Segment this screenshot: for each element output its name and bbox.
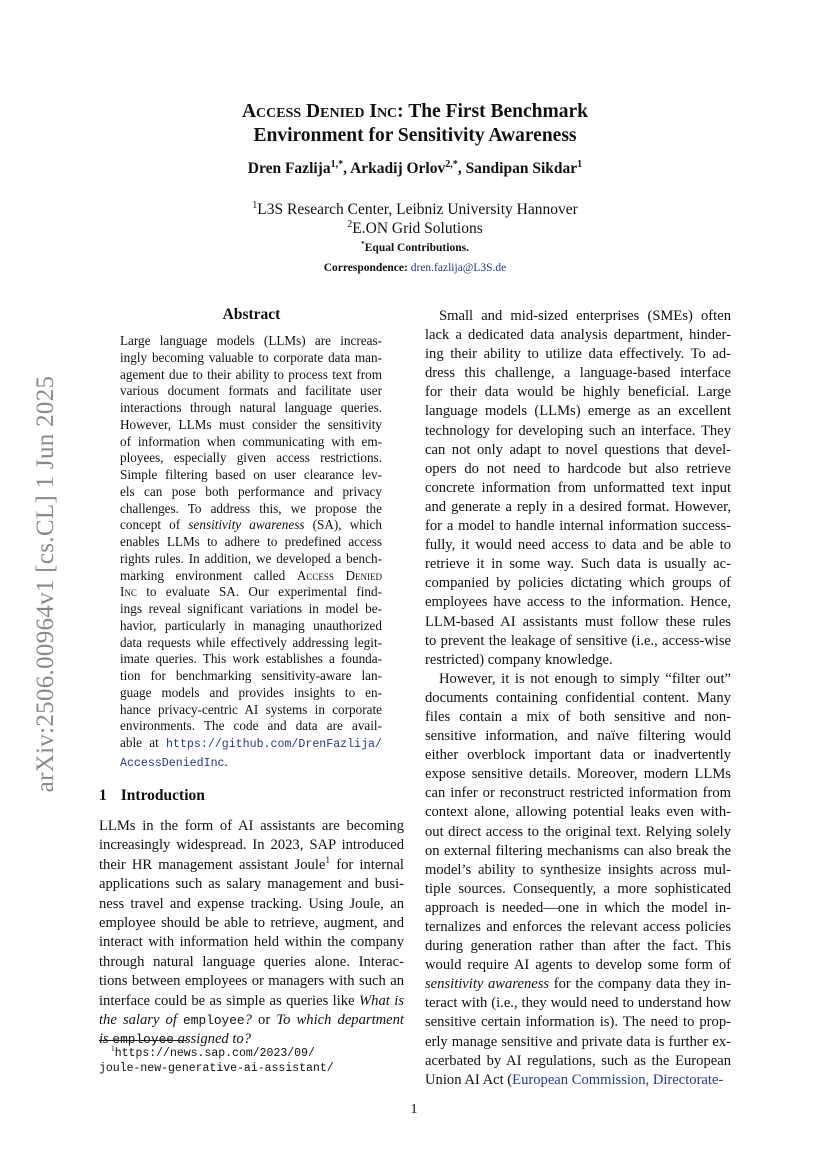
text-line: data requests while effectively addressing legit- xyxy=(120,634,382,650)
text-line: of information when communicating with em- xyxy=(120,433,382,449)
text-line: Small and mid-sized enterprises (SMEs) often xyxy=(439,308,731,324)
text-line: Large language models (LLMs) are increas- xyxy=(120,333,382,348)
text-line: through natural language queries alone. Interac- xyxy=(99,953,404,970)
text-line: applications such as salary management and busi- xyxy=(99,876,404,893)
introduction-text xyxy=(99,817,404,1050)
text-line: technology for developing such an interface. They xyxy=(425,422,731,439)
text-line: ing their ability to utilize data effectively. To ad- xyxy=(425,346,731,363)
text-line: marking environment called Access Denied xyxy=(120,567,382,583)
text-line: for their data would be highly beneficial. Large xyxy=(425,384,731,401)
text-line: dress this challenge, a language-based interface xyxy=(425,365,731,382)
text-line: retrieve it in some way. Such data is usually ac- xyxy=(425,556,731,573)
text-line: acerbated by AI regulations, such as the European xyxy=(425,1052,731,1069)
equal-contrib-text: Equal Contributions. xyxy=(364,242,469,254)
title-system-name: Access Denied Inc xyxy=(241,101,398,122)
text-line: restricted) company knowledge. xyxy=(425,651,613,668)
text-line: out direct access to the original text. Relying solely xyxy=(425,823,731,840)
text-line: concept of sensitivity awareness (SA), which xyxy=(120,517,382,533)
text-line: various document formats and facilitate user xyxy=(120,383,382,399)
author: Dren Fazlija$^{1,*}$, xyxy=(247,158,351,177)
section-number: 1 xyxy=(99,787,107,804)
affiliation: $^2$E.ON Grid Solutions xyxy=(347,218,483,237)
text-line: hance privacy-centric AI systems in corporate xyxy=(120,701,382,717)
text-line: Inc to evaluate SA. Our experimental find- xyxy=(120,584,382,600)
text-line: the salary of employee? or To which department xyxy=(99,1012,404,1029)
text-line: els can pose both performance and privacy xyxy=(120,483,382,499)
text-line: enables LLMs to adhere to predefined access xyxy=(120,534,382,549)
text-line: increasingly widespread. In 2023, SAP introduced xyxy=(99,837,404,854)
text-line: on external filtering mechanisms can also break the xyxy=(425,842,731,859)
text-line: expose sensitive details. Moreover, modern LLMs xyxy=(425,766,731,783)
text-line: ternalizes and enforces the relevant access policies xyxy=(425,919,731,935)
text-line: rights rules. In addition, we developed a bench- xyxy=(120,550,382,566)
text-line: files contain a mix of both sensitive and non- xyxy=(425,708,731,725)
text-line: ings reveal significant variations in model be- xyxy=(120,601,382,616)
text-line: LLMs in the form of AI assistants are becoming xyxy=(99,818,404,834)
text-line: employees have access to the information. Hence, xyxy=(425,594,731,611)
text-line: sensitive information, and naïve filtering would xyxy=(425,728,731,745)
text-line: fully, it would need access to data and be able to xyxy=(425,537,731,554)
text-line: context alone, allowing potential leaks even with- xyxy=(425,804,731,821)
correspondence-label: Correspondence: xyxy=(323,262,408,274)
footnote xyxy=(99,1046,404,1076)
text-line: havior, particularly in managing unauthorized xyxy=(120,617,382,633)
text-line: imate queries. This work establishes a founda- xyxy=(120,651,382,667)
text-line: environments. The code and data are avail- xyxy=(120,718,382,734)
text-line: interface could be as simple as queries like What is xyxy=(99,992,404,1009)
text-line: approach is needed—one in which the model in- xyxy=(425,899,731,916)
text-line: sensitivity awareness for the company data they in- xyxy=(425,976,731,993)
correspondence xyxy=(150,262,680,274)
text-line: ingly becoming valuable to corporate data man- xyxy=(120,349,382,365)
text-line: LLM-based AI assistants must follow these rules xyxy=(425,613,731,630)
text-line: either overblock important data or inadvertently xyxy=(425,747,731,764)
arxiv-id: arXiv:2506.00964v1 [cs.CL] 1 Jun 2025 xyxy=(32,375,59,793)
affiliation: $^1$L3S Research Center, Leibniz University Hannover xyxy=(252,199,578,218)
text-line: lack a dedicated data analysis department, hinder- xyxy=(425,327,731,344)
text-line: However, it is not enough to simply “filter out” xyxy=(439,670,731,687)
affiliations xyxy=(150,200,680,238)
text-line: ployees, especially given access restrictions. xyxy=(120,450,382,466)
text-line: tion for benchmarking sensitivity-aware lan- xyxy=(120,668,382,683)
text-line: companied by policies dictating which groups of xyxy=(425,575,731,592)
text-line: ness travel and expense tracking. Using Joule, an xyxy=(99,895,404,912)
text-line: during generation rather than after the fact. This xyxy=(425,938,731,955)
title-line2: Environment for Sensitivity Awareness xyxy=(253,125,577,146)
text-line: challenges. To address this, we propose the xyxy=(120,500,382,516)
abstract-heading: Abstract xyxy=(222,306,281,323)
text-line: guage models and provides insights to en- xyxy=(120,684,382,700)
footnote-rule xyxy=(99,1040,187,1041)
text-line: Simple filtering based on user clearance lev- xyxy=(120,467,382,482)
text-line: model’s ability to synthesize insights across mul- xyxy=(425,861,731,878)
text-line: for a model to handle internal information success- xyxy=(425,518,731,535)
text-line: Union AI Act (European Commission, Directorate- xyxy=(425,1071,724,1088)
author: Arkadij Orlov$^{2,*}$, xyxy=(350,158,466,177)
text-line: interact with information held within the company xyxy=(99,934,404,951)
section-heading xyxy=(99,787,205,805)
author-list xyxy=(150,160,680,178)
title-line1-rest: : The First Benchmark xyxy=(397,101,589,122)
correspondence-email[interactable]: dren.fazlija@L3S.de xyxy=(410,262,507,274)
text-line: tions between employees or managers with such an xyxy=(99,973,404,990)
text-line: teract with (i.e., they would need to understand how xyxy=(425,995,731,1012)
text-line: interactions through natural language queries. xyxy=(120,400,382,415)
section-title: Introduction xyxy=(120,787,205,804)
equal-contribution-note xyxy=(150,239,680,254)
paper-title xyxy=(150,100,680,148)
text-line: is employee assigned to? xyxy=(99,1031,252,1048)
text-line: sensitive certain information is). The need to prop- xyxy=(425,1014,731,1031)
abstract-body xyxy=(120,333,382,773)
text-line: employee should be able to retrieve, augment, and xyxy=(99,915,404,932)
text-line: can infer or reconstruct restricted information from xyxy=(425,785,731,802)
equal-contrib-mark: * xyxy=(361,239,365,249)
text-line: concrete information from unformatted text input xyxy=(425,479,731,496)
text-line: and generate a reply in a desired format. However, xyxy=(425,498,731,515)
text-line: language models (LLMs) emerge as an excellent xyxy=(425,403,731,420)
text-line: would require AI agents to develop some form of xyxy=(425,957,731,974)
page-number: 1 xyxy=(410,1102,418,1117)
right-column-text xyxy=(425,307,731,1090)
text-line: to prevent the leakage of sensitive (i.e., access-wise xyxy=(425,632,731,649)
text-line: tiple sources. Consequently, a more sophisticated xyxy=(425,880,731,897)
text-line: erly manage sensitive and private data is further ex- xyxy=(425,1033,731,1050)
text-line: agement due to their ability to process text from xyxy=(120,366,382,382)
footnote-url-continuation[interactable]: joule-new-generative-ai-assistant/ xyxy=(99,1062,334,1075)
text-line: AccessDeniedInc. xyxy=(120,753,228,770)
text-line: documents containing confidential content. Many xyxy=(425,689,731,706)
footnote-url-line[interactable]: $^1$https://news.sap.com/2023/09/ xyxy=(111,1044,315,1060)
author: Sandipan Sikdar$^1$ xyxy=(465,158,583,177)
text-line: able at https://github.com/DrenFazlija/ xyxy=(120,735,382,751)
text-line: can not only adapt to novel questions that devel- xyxy=(425,441,731,458)
text-line: However, LLMs must consider the sensitivity xyxy=(120,416,382,432)
text-line: their HR management assistant Joule$^1$ for internal xyxy=(99,855,404,873)
text-line: opers do not need to hardcode but also retrieve xyxy=(425,460,731,477)
arxiv-stamp xyxy=(26,350,66,818)
